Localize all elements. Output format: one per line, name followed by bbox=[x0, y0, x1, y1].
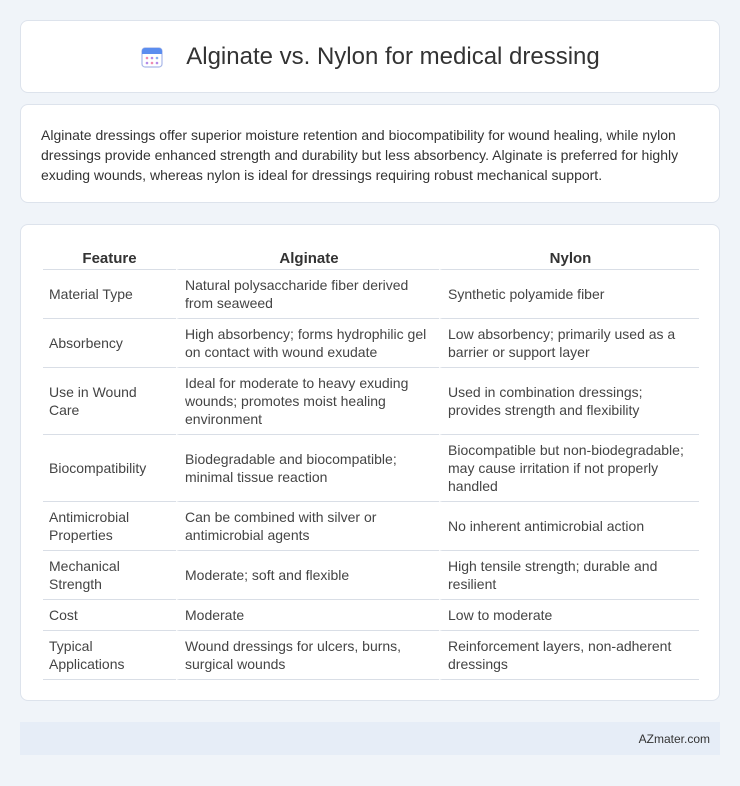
nylon-cell: Biocompatible but non-biodegradable; may cause irritation if not properly handled bbox=[439, 434, 699, 501]
table-row bbox=[43, 318, 699, 367]
feature-cell: Mechanical Strength bbox=[43, 550, 176, 599]
calendar-icon bbox=[140, 45, 164, 69]
header-nylon: Nylon bbox=[439, 247, 699, 269]
nylon-cell: Reinforcement layers, non-adherent dressings bbox=[439, 630, 699, 680]
feature-cell: Typical Applications bbox=[43, 630, 176, 680]
header-feature: Feature bbox=[82, 250, 137, 267]
footer-site-link[interactable]: AZmater.com bbox=[638, 731, 710, 746]
alginate-cell: Ideal for moderate to heavy exuding wounds; promotes moist healing environment bbox=[176, 367, 439, 434]
table-row bbox=[43, 599, 699, 630]
feature-cell: Material Type bbox=[43, 269, 176, 318]
nylon-cell: Synthetic polyamide fiber bbox=[439, 269, 699, 318]
nylon-cell: High tensile strength; durable and resilient bbox=[439, 550, 699, 599]
intro-paragraph: Alginate dressings offer superior moisture retention and biocompatibility for wound healing, while nylon dressings provide enhanced strength and durability but less absorbency. Alginate is preferred for highly exuding wounds, whereas nylon is ideal for dressings requiring robust mechanical support. bbox=[41, 127, 679, 183]
table-row bbox=[43, 367, 699, 434]
page-title: Alginate vs. Nylon for medical dressing bbox=[186, 42, 600, 70]
intro-card bbox=[20, 104, 720, 203]
table-row bbox=[43, 550, 699, 599]
alginate-cell: High absorbency; forms hydrophilic gel on contact with wound exudate bbox=[176, 318, 439, 367]
nylon-cell: Used in combination dressings; provides strength and flexibility bbox=[439, 367, 699, 434]
nylon-cell: No inherent antimicrobial action bbox=[439, 501, 699, 550]
nylon-cell: Low absorbency; primarily used as a barrier or support layer bbox=[439, 318, 699, 367]
table-row bbox=[43, 630, 699, 680]
alginate-cell: Biodegradable and biocompatible; minimal tissue reaction bbox=[176, 434, 439, 501]
comparison-table-card bbox=[20, 224, 720, 701]
footer bbox=[20, 722, 720, 755]
table-row bbox=[43, 434, 699, 501]
alginate-cell: Natural polysaccharide fiber derived from seaweed bbox=[176, 269, 439, 318]
alginate-cell: Moderate bbox=[176, 599, 439, 630]
feature-cell: Use in Wound Care bbox=[43, 367, 176, 434]
title-card bbox=[20, 20, 720, 93]
alginate-cell: Wound dressings for ulcers, burns, surgical wounds bbox=[176, 630, 439, 680]
table-header-row bbox=[43, 247, 699, 269]
comparison-table bbox=[43, 247, 699, 680]
feature-cell: Antimicrobial Properties bbox=[43, 501, 176, 550]
alginate-cell: Can be combined with silver or antimicrobial agents bbox=[176, 501, 439, 550]
header-alginate: Alginate bbox=[176, 247, 439, 269]
alginate-cell: Moderate; soft and flexible bbox=[176, 550, 439, 599]
feature-cell: Biocompatibility bbox=[43, 434, 176, 501]
table-row bbox=[43, 501, 699, 550]
feature-cell: Cost bbox=[43, 599, 176, 630]
table-row bbox=[43, 269, 699, 318]
nylon-cell: Low to moderate bbox=[439, 599, 699, 630]
feature-cell: Absorbency bbox=[43, 318, 176, 367]
